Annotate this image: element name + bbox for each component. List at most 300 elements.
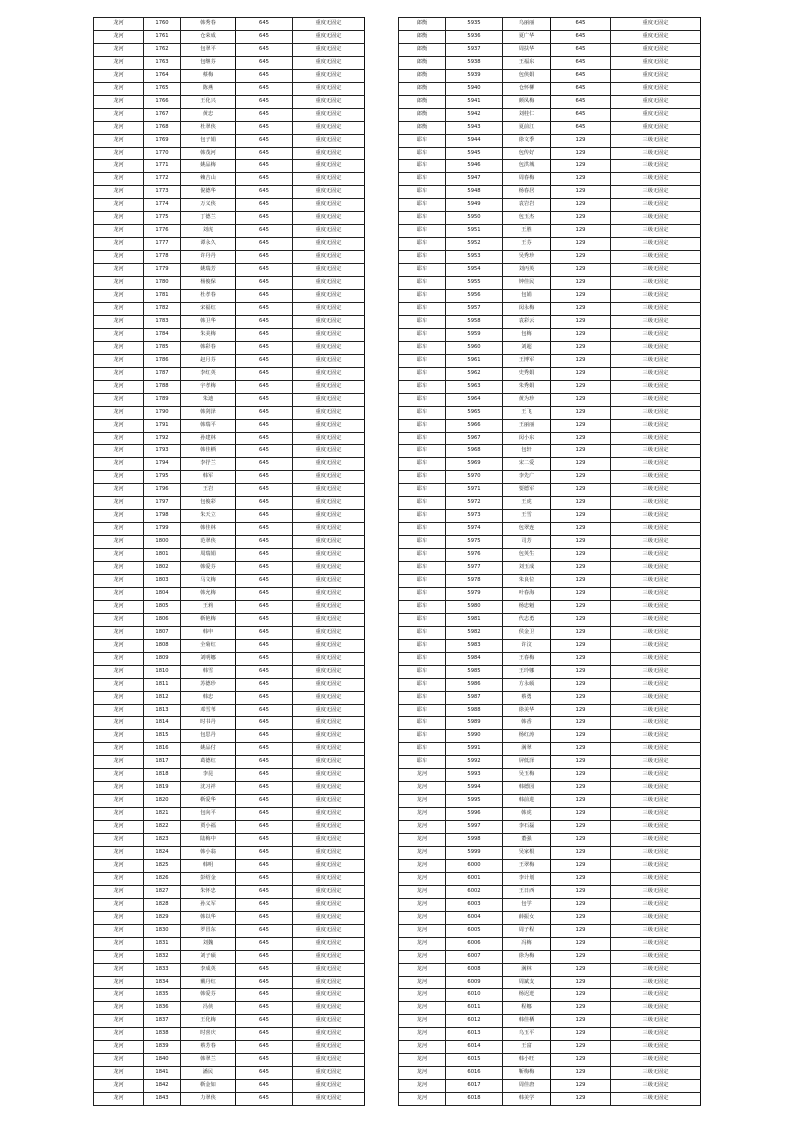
- name-cell: 王翠梅: [503, 859, 551, 872]
- table-row: [399, 445, 701, 458]
- town-cell: 龙河: [94, 911, 144, 924]
- amount-cell: 129: [551, 574, 611, 587]
- amount-cell: 129: [551, 1080, 611, 1093]
- category-cell: 重度无固定: [293, 976, 365, 989]
- town-cell: 龙河: [94, 885, 144, 898]
- name-cell: 许汶: [503, 639, 551, 652]
- category-cell: 三级无固定: [611, 277, 701, 290]
- category-cell: 三级无固定: [611, 678, 701, 691]
- amount-cell: 645: [236, 458, 293, 471]
- town-cell: 龙河: [399, 1067, 446, 1080]
- amount-cell: 129: [551, 1067, 611, 1080]
- name-cell: 闵小东: [503, 432, 551, 445]
- id-cell: 1826: [144, 872, 181, 885]
- table-row: [94, 173, 365, 186]
- name-cell: 王虎: [503, 497, 551, 510]
- amount-cell: 645: [236, 121, 293, 134]
- name-cell: 乌丽丽: [503, 18, 551, 31]
- amount-cell: 129: [551, 652, 611, 665]
- town-cell: 龙河: [94, 536, 144, 549]
- table-row: [94, 471, 365, 484]
- category-cell: 重度无固定: [293, 341, 365, 354]
- amount-cell: 645: [236, 847, 293, 860]
- table-row: [94, 872, 365, 885]
- amount-cell: 645: [236, 523, 293, 536]
- id-cell: 5953: [446, 251, 503, 264]
- id-cell: 5982: [446, 626, 503, 639]
- id-cell: 5944: [446, 134, 503, 147]
- town-cell: 龙河: [94, 186, 144, 199]
- category-cell: 三级无固定: [611, 406, 701, 419]
- town-cell: 龙河: [399, 950, 446, 963]
- town-cell: 耶车: [399, 277, 446, 290]
- name-cell: 王飞: [503, 406, 551, 419]
- id-cell: 5955: [446, 277, 503, 290]
- table-row: [94, 290, 365, 303]
- amount-cell: 645: [236, 821, 293, 834]
- category-cell: 重度无固定: [293, 328, 365, 341]
- name-cell: 黄忠: [181, 108, 236, 121]
- table-row: [94, 406, 365, 419]
- id-cell: 1809: [144, 652, 181, 665]
- table-row: [399, 626, 701, 639]
- category-cell: 三级无固定: [611, 885, 701, 898]
- amount-cell: 129: [551, 458, 611, 471]
- category-cell: 三级无固定: [611, 989, 701, 1002]
- id-cell: 5959: [446, 328, 503, 341]
- table-row: [94, 264, 365, 277]
- category-cell: 重度无固定: [293, 600, 365, 613]
- id-cell: 5994: [446, 782, 503, 795]
- table-row: [94, 251, 365, 264]
- category-cell: 重度无固定: [293, 885, 365, 898]
- id-cell: 5998: [446, 834, 503, 847]
- name-cell: 全菊红: [181, 639, 236, 652]
- name-cell: 仓荣成: [181, 30, 236, 43]
- category-cell: 三级无固定: [611, 251, 701, 264]
- table-row: [94, 989, 365, 1002]
- id-cell: 1761: [144, 30, 181, 43]
- town-cell: 龙河: [399, 795, 446, 808]
- id-cell: 6011: [446, 1002, 503, 1015]
- amount-cell: 645: [551, 43, 611, 56]
- name-cell: 夏前江: [503, 121, 551, 134]
- table-row: [399, 574, 701, 587]
- name-cell: 包子娟: [181, 134, 236, 147]
- name-cell: 朱怀忠: [181, 885, 236, 898]
- town-cell: 龙河: [94, 69, 144, 82]
- table-row: [399, 56, 701, 69]
- table-row: [94, 432, 365, 445]
- name-cell: 宇孝梅: [181, 380, 236, 393]
- table-row: [94, 497, 365, 510]
- category-cell: 重度无固定: [293, 795, 365, 808]
- id-cell: 1796: [144, 484, 181, 497]
- table-row: [94, 160, 365, 173]
- amount-cell: 129: [551, 1041, 611, 1054]
- category-cell: 重度无固定: [293, 445, 365, 458]
- town-cell: 龙河: [94, 574, 144, 587]
- town-cell: 耶车: [399, 665, 446, 678]
- name-cell: 程娜: [503, 1002, 551, 1015]
- town-cell: 郎衡: [399, 18, 446, 31]
- name-cell: 靳艳梅: [181, 613, 236, 626]
- name-cell: 王胜: [503, 225, 551, 238]
- id-cell: 5949: [446, 199, 503, 212]
- id-cell: 5945: [446, 147, 503, 160]
- table-row: [94, 652, 365, 665]
- id-cell: 5938: [446, 56, 503, 69]
- town-cell: 龙河: [399, 821, 446, 834]
- table-row: [399, 212, 701, 225]
- amount-cell: 645: [551, 56, 611, 69]
- category-cell: 三级无固定: [611, 587, 701, 600]
- name-cell: 力翠侠: [181, 1093, 236, 1106]
- name-cell: 史秀娟: [503, 367, 551, 380]
- table-row: [399, 82, 701, 95]
- name-cell: 李抒兰: [181, 458, 236, 471]
- category-cell: 重度无固定: [293, 574, 365, 587]
- id-cell: 1830: [144, 924, 181, 937]
- name-cell: 韩以华: [181, 911, 236, 924]
- id-cell: 5996: [446, 808, 503, 821]
- id-cell: 1811: [144, 678, 181, 691]
- id-cell: 5967: [446, 432, 503, 445]
- id-cell: 1781: [144, 290, 181, 303]
- id-cell: 6017: [446, 1080, 503, 1093]
- name-cell: 王化梅: [181, 1015, 236, 1028]
- category-cell: 重度无固定: [293, 847, 365, 860]
- amount-cell: 645: [236, 613, 293, 626]
- id-cell: 1800: [144, 536, 181, 549]
- town-cell: 耶车: [399, 367, 446, 380]
- id-cell: 5985: [446, 665, 503, 678]
- id-cell: 5977: [446, 562, 503, 575]
- name-cell: 包梅: [503, 328, 551, 341]
- name-cell: 方永硕: [503, 678, 551, 691]
- name-cell: 姚瑞芳: [181, 264, 236, 277]
- amount-cell: 129: [551, 717, 611, 730]
- amount-cell: 645: [236, 238, 293, 251]
- town-cell: 耶车: [399, 419, 446, 432]
- amount-cell: 645: [551, 121, 611, 134]
- town-cell: 龙河: [94, 82, 144, 95]
- name-cell: 韩彩春: [181, 341, 236, 354]
- amount-cell: 645: [236, 56, 293, 69]
- amount-cell: 645: [236, 834, 293, 847]
- name-cell: 韩明: [181, 859, 236, 872]
- town-cell: 龙河: [94, 134, 144, 147]
- table-row: [94, 95, 365, 108]
- amount-cell: 645: [236, 1028, 293, 1041]
- name-cell: 李石磊: [503, 821, 551, 834]
- amount-cell: 645: [236, 134, 293, 147]
- town-cell: 郎衡: [399, 30, 446, 43]
- id-cell: 5947: [446, 173, 503, 186]
- category-cell: 重度无固定: [293, 238, 365, 251]
- id-cell: 5943: [446, 121, 503, 134]
- name-cell: 时书丹: [181, 717, 236, 730]
- table-row: [94, 484, 365, 497]
- name-cell: 谭永久: [181, 238, 236, 251]
- town-cell: 耶车: [399, 652, 446, 665]
- name-cell: 徐美华: [503, 704, 551, 717]
- name-cell: 韩翠兰: [181, 1054, 236, 1067]
- name-cell: 韩小翁: [181, 847, 236, 860]
- name-cell: 杨俊保: [181, 277, 236, 290]
- category-cell: 三级无固定: [611, 445, 701, 458]
- id-cell: 1770: [144, 147, 181, 160]
- town-cell: 龙河: [94, 108, 144, 121]
- id-cell: 6007: [446, 950, 503, 963]
- id-cell: 6018: [446, 1093, 503, 1106]
- id-cell: 1813: [144, 704, 181, 717]
- amount-cell: 129: [551, 277, 611, 290]
- amount-cell: 129: [551, 302, 611, 315]
- town-cell: 龙河: [94, 924, 144, 937]
- name-cell: 韩美学: [503, 1093, 551, 1106]
- amount-cell: 645: [236, 872, 293, 885]
- table-row: [94, 704, 365, 717]
- amount-cell: 645: [236, 354, 293, 367]
- table-row: [399, 341, 701, 354]
- town-cell: 郎衡: [399, 56, 446, 69]
- town-cell: 耶车: [399, 290, 446, 303]
- name-cell: 韩允梅: [181, 587, 236, 600]
- id-cell: 1804: [144, 587, 181, 600]
- category-cell: 三级无固定: [611, 704, 701, 717]
- table-row: [399, 471, 701, 484]
- category-cell: 三级无固定: [611, 743, 701, 756]
- town-cell: 龙河: [94, 756, 144, 769]
- town-cell: 龙河: [399, 769, 446, 782]
- town-cell: 耶车: [399, 587, 446, 600]
- amount-cell: 129: [551, 419, 611, 432]
- category-cell: 重度无固定: [293, 419, 365, 432]
- id-cell: 5968: [446, 445, 503, 458]
- table-row: [399, 186, 701, 199]
- name-cell: 孙义军: [181, 898, 236, 911]
- amount-cell: 129: [551, 704, 611, 717]
- amount-cell: 129: [551, 924, 611, 937]
- town-cell: 龙河: [94, 691, 144, 704]
- name-cell: 包传好: [503, 147, 551, 160]
- table-row: [94, 587, 365, 600]
- id-cell: 1790: [144, 406, 181, 419]
- name-cell: 周瑞娟: [181, 549, 236, 562]
- category-cell: 重度无固定: [293, 562, 365, 575]
- town-cell: 龙河: [94, 1080, 144, 1093]
- table-row: [399, 18, 701, 31]
- town-cell: 龙河: [399, 1093, 446, 1106]
- town-cell: 龙河: [94, 160, 144, 173]
- town-cell: 龙河: [94, 769, 144, 782]
- table-row: [94, 730, 365, 743]
- amount-cell: 129: [551, 315, 611, 328]
- town-cell: 耶车: [399, 302, 446, 315]
- id-cell: 1816: [144, 743, 181, 756]
- id-cell: 5952: [446, 238, 503, 251]
- name-cell: 朱迪: [181, 393, 236, 406]
- name-cell: 韩卫华: [181, 315, 236, 328]
- town-cell: 郎衡: [399, 95, 446, 108]
- id-cell: 1768: [144, 121, 181, 134]
- name-cell: 王雪: [503, 510, 551, 523]
- id-cell: 1785: [144, 341, 181, 354]
- table-row: [399, 704, 701, 717]
- town-cell: 龙河: [94, 652, 144, 665]
- name-cell: 宋二爱: [503, 458, 551, 471]
- amount-cell: 645: [236, 898, 293, 911]
- amount-cell: 129: [551, 160, 611, 173]
- town-cell: 龙河: [94, 173, 144, 186]
- amount-cell: 645: [236, 484, 293, 497]
- town-cell: 龙河: [94, 1093, 144, 1106]
- table-row: [399, 1067, 701, 1080]
- amount-cell: 129: [551, 639, 611, 652]
- town-cell: 耶车: [399, 406, 446, 419]
- name-cell: 韩忠: [181, 691, 236, 704]
- amount-cell: 129: [551, 587, 611, 600]
- town-cell: 郎衡: [399, 43, 446, 56]
- name-cell: 包继芬: [181, 56, 236, 69]
- amount-cell: 645: [236, 691, 293, 704]
- category-cell: 重度无固定: [293, 808, 365, 821]
- category-cell: 三级无固定: [611, 315, 701, 328]
- category-cell: 重度无固定: [293, 43, 365, 56]
- name-cell: 冯侠: [181, 1002, 236, 1015]
- id-cell: 1838: [144, 1028, 181, 1041]
- table-row: [94, 950, 365, 963]
- amount-cell: 645: [551, 108, 611, 121]
- id-cell: 5995: [446, 795, 503, 808]
- amount-cell: 129: [551, 678, 611, 691]
- amount-cell: 129: [551, 885, 611, 898]
- right-roster-table: [398, 17, 701, 1106]
- amount-cell: 129: [551, 354, 611, 367]
- name-cell: 葛德红: [181, 756, 236, 769]
- table-row: [94, 678, 365, 691]
- name-cell: 包思丹: [181, 730, 236, 743]
- name-cell: 苏德珍: [181, 678, 236, 691]
- table-row: [399, 199, 701, 212]
- id-cell: 1827: [144, 885, 181, 898]
- amount-cell: 129: [551, 264, 611, 277]
- category-cell: 重度无固定: [293, 730, 365, 743]
- amount-cell: 129: [551, 173, 611, 186]
- category-cell: 重度无固定: [293, 782, 365, 795]
- category-cell: 三级无固定: [611, 691, 701, 704]
- table-row: [94, 354, 365, 367]
- id-cell: 6014: [446, 1041, 503, 1054]
- amount-cell: 645: [236, 924, 293, 937]
- amount-cell: 129: [551, 989, 611, 1002]
- table-row: [94, 458, 365, 471]
- id-cell: 1774: [144, 199, 181, 212]
- id-cell: 1803: [144, 574, 181, 587]
- name-cell: 乌玉平: [503, 1028, 551, 1041]
- name-cell: 吴家根: [503, 847, 551, 860]
- id-cell: 1779: [144, 264, 181, 277]
- amount-cell: 645: [236, 393, 293, 406]
- id-cell: 1788: [144, 380, 181, 393]
- town-cell: 耶车: [399, 574, 446, 587]
- town-cell: 耶车: [399, 717, 446, 730]
- amount-cell: 645: [236, 782, 293, 795]
- name-cell: 王化兴: [181, 95, 236, 108]
- id-cell: 1824: [144, 847, 181, 860]
- name-cell: 时喜庆: [181, 1028, 236, 1041]
- town-cell: 龙河: [94, 1054, 144, 1067]
- id-cell: 1775: [144, 212, 181, 225]
- id-cell: 1782: [144, 302, 181, 315]
- name-cell: 韩雪: [181, 665, 236, 678]
- category-cell: 重度无固定: [293, 380, 365, 393]
- id-cell: 5997: [446, 821, 503, 834]
- table-row: [399, 121, 701, 134]
- id-cell: 6000: [446, 859, 503, 872]
- town-cell: 耶车: [399, 238, 446, 251]
- town-cell: 龙河: [94, 147, 144, 160]
- name-cell: 董强: [503, 834, 551, 847]
- table-row: [399, 510, 701, 523]
- table-row: [399, 834, 701, 847]
- town-cell: 龙河: [399, 834, 446, 847]
- name-cell: 包俊彩: [181, 497, 236, 510]
- table-row: [94, 367, 365, 380]
- category-cell: 重度无固定: [293, 212, 365, 225]
- id-cell: 1807: [144, 626, 181, 639]
- town-cell: 龙河: [94, 212, 144, 225]
- town-cell: 龙河: [94, 989, 144, 1002]
- name-cell: 包娟: [503, 290, 551, 303]
- table-row: [399, 924, 701, 937]
- town-cell: 龙河: [399, 872, 446, 885]
- amount-cell: 645: [236, 963, 293, 976]
- id-cell: 1792: [144, 432, 181, 445]
- table-row: [399, 264, 701, 277]
- id-cell: 1823: [144, 834, 181, 847]
- name-cell: 马文梅: [181, 574, 236, 587]
- name-cell: 朱良位: [503, 574, 551, 587]
- town-cell: 耶车: [399, 173, 446, 186]
- name-cell: 王玲娜: [503, 665, 551, 678]
- town-cell: 耶车: [399, 626, 446, 639]
- town-cell: 龙河: [94, 730, 144, 743]
- amount-cell: 129: [551, 147, 611, 160]
- amount-cell: 129: [551, 536, 611, 549]
- id-cell: 1784: [144, 328, 181, 341]
- category-cell: 重度无固定: [293, 678, 365, 691]
- town-cell: 龙河: [94, 613, 144, 626]
- table-row: [94, 808, 365, 821]
- table-row: [94, 69, 365, 82]
- amount-cell: 645: [236, 160, 293, 173]
- category-cell: 重度无固定: [611, 69, 701, 82]
- category-cell: 重度无固定: [293, 290, 365, 303]
- town-cell: 龙河: [94, 484, 144, 497]
- category-cell: 三级无固定: [611, 924, 701, 937]
- name-cell: 李计划: [503, 872, 551, 885]
- town-cell: 龙河: [94, 847, 144, 860]
- table-row: [399, 562, 701, 575]
- name-cell: 王日西: [503, 885, 551, 898]
- name-cell: 赖吉山: [181, 173, 236, 186]
- category-cell: 重度无固定: [293, 56, 365, 69]
- town-cell: 龙河: [94, 225, 144, 238]
- id-cell: 6002: [446, 885, 503, 898]
- name-cell: 靳爱华: [181, 795, 236, 808]
